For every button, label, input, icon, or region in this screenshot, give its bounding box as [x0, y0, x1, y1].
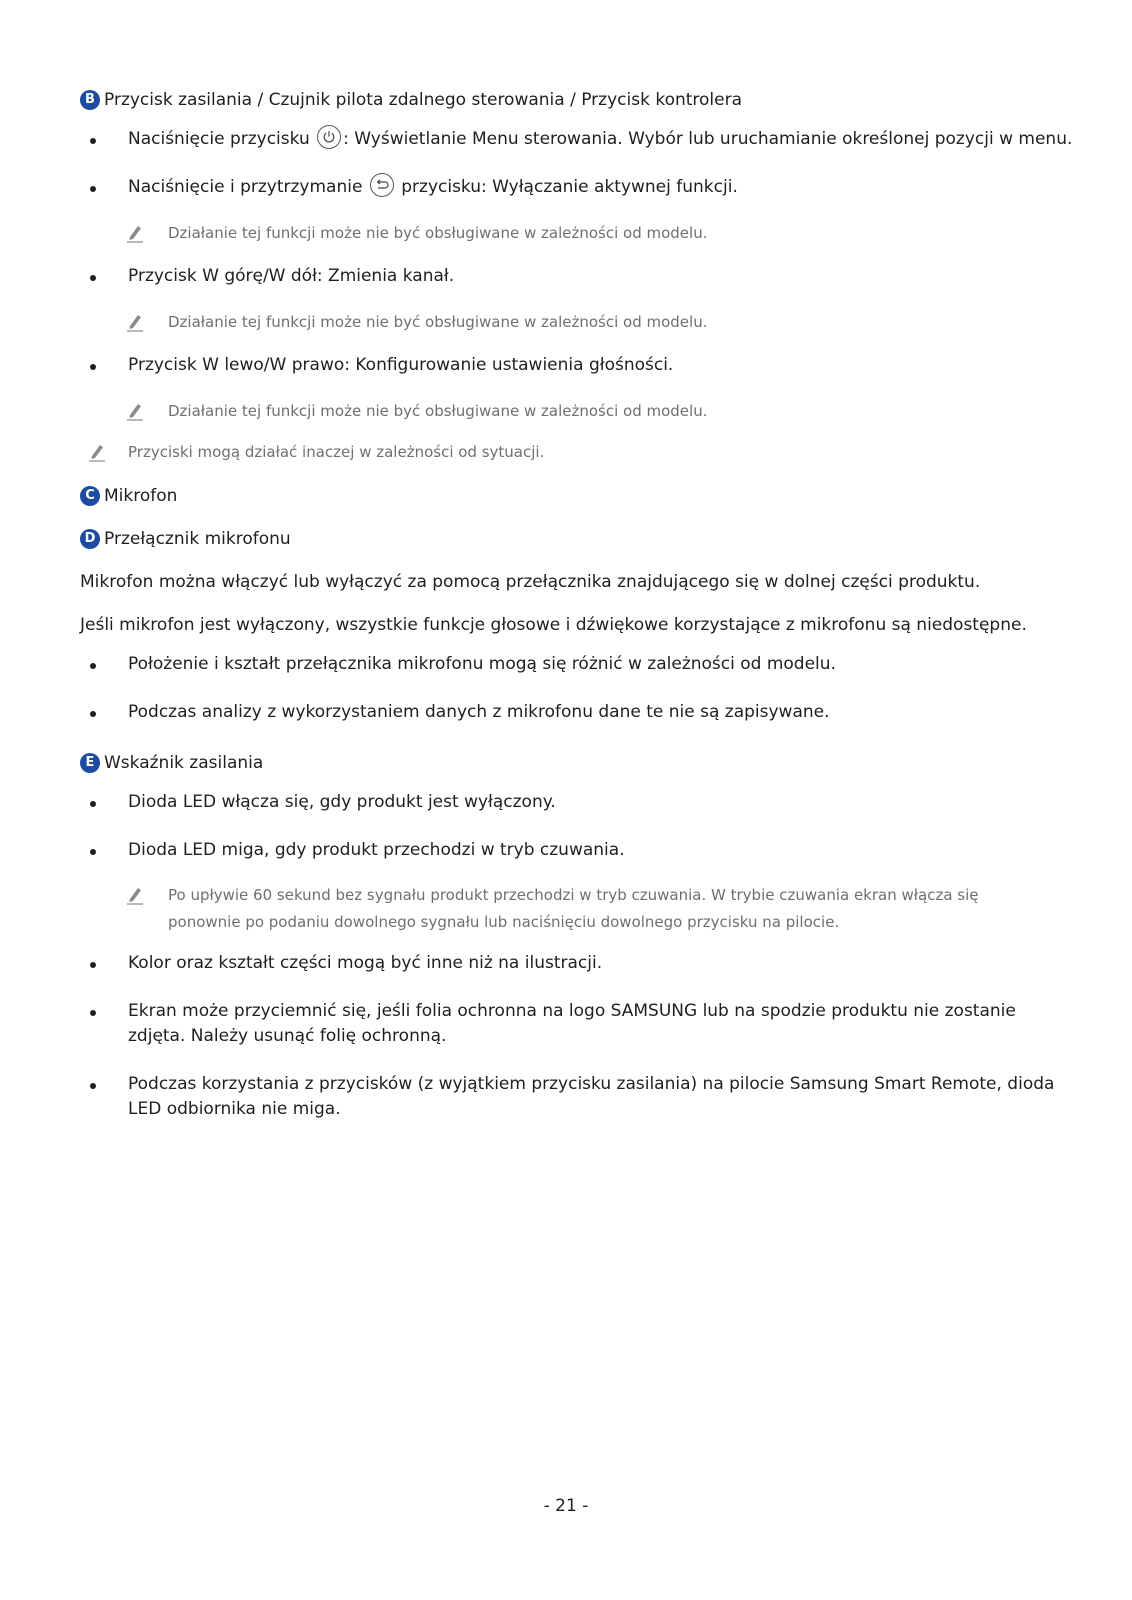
section-b-heading [80, 88, 1055, 112]
pencil-note-icon [88, 442, 106, 471]
section-b-title: Przycisk zasilania / Czujnik pilota zdalnego sterowania / Przycisk kontrolera [104, 90, 743, 110]
page-number: - 21 - [543, 1496, 589, 1516]
bullet-text: Ekran może przyciemnić się, jeśli folia ochronna na logo SAMSUNG lub na spodzie produktu nie zostanie zdjęta. Należy usunąć folię ochronną. [128, 1001, 1016, 1046]
paragraph: Jeśli mikrofon jest wyłączony, wszystkie funkcje głosowe i dźwiękowe korzystające z mikrofonu są niedostępne. [80, 615, 1027, 635]
section-c-heading [80, 484, 1055, 508]
note-text: Działanie tej funkcji może nie być obsługiwane w zależności od modelu. [168, 313, 708, 331]
bullet-text: Podczas korzystania z przycisków (z wyjątkiem przycisku zasilania) na pilocie Samsung Smart Remote, dioda LED odbiornika nie miga. [128, 1074, 1055, 1119]
section-e-title: Wskaźnik zasilania [104, 753, 264, 773]
list-item [80, 264, 1055, 289]
pencil-note-icon [126, 223, 144, 252]
list-item [80, 700, 1055, 725]
note [80, 882, 1055, 936]
note-text: Przyciski mogą działać inaczej w zależności od sytuacji. [128, 443, 545, 461]
note [80, 309, 1055, 336]
list-item [80, 951, 1055, 976]
return-icon [370, 173, 394, 197]
list-item [80, 999, 1055, 1049]
note [80, 398, 1055, 425]
list-item [80, 353, 1055, 378]
bullet-text: Naciśnięcie i przytrzymanie [128, 177, 363, 197]
list-item [80, 790, 1055, 815]
section-d-title: Przełącznik mikrofonu [104, 529, 291, 549]
pencil-note-icon [126, 401, 144, 430]
note [80, 220, 1055, 247]
list-item [80, 175, 1055, 200]
bullet-text: Położenie i kształt przełącznika mikrofonu mogą się różnić w zależności od modelu. [128, 654, 836, 674]
list-item [80, 1072, 1055, 1122]
pencil-note-icon [126, 312, 144, 341]
section-e-badge: E [80, 753, 100, 773]
list-item [80, 652, 1055, 677]
bullet-text: Przycisk W lewo/W prawo: Konfigurowanie ustawienia głośności. [128, 355, 674, 375]
bullet-text: Przycisk W górę/W dół: Zmienia kanał. [128, 266, 455, 286]
power-icon [317, 125, 341, 149]
bullet-text: : Wyświetlanie Menu sterowania. Wybór lub uruchamianie określonej pozycji w menu. [343, 129, 1073, 149]
section-d-badge: D [80, 529, 100, 549]
bullet-text: Kolor oraz kształt części mogą być inne niż na ilustracji. [128, 953, 603, 973]
list-item [80, 838, 1055, 863]
section-c-badge: C [80, 486, 100, 506]
section-b-badge: B [80, 90, 100, 110]
note-text: Działanie tej funkcji może nie być obsługiwane w zależności od modelu. [168, 224, 708, 242]
pencil-note-icon [126, 885, 144, 914]
section-d-heading [80, 527, 1055, 551]
section-e-heading [80, 751, 1055, 775]
section-c-title: Mikrofon [104, 486, 178, 506]
note [80, 439, 1055, 466]
bullet-text: Dioda LED miga, gdy produkt przechodzi w tryb czuwania. [128, 840, 625, 860]
bullet-text: Dioda LED włącza się, gdy produkt jest wyłączony. [128, 792, 556, 812]
list-item [80, 127, 1073, 152]
bullet-text: Naciśnięcie przycisku [128, 129, 310, 149]
bullet-text: przycisku: Wyłączanie aktywnej funkcji. [401, 177, 738, 197]
paragraph: Mikrofon można włączyć lub wyłączyć za pomocą przełącznika znajdującego się w dolnej części produktu. [80, 572, 981, 592]
note-text: Po upływie 60 sekund bez sygnału produkt przechodzi w tryb czuwania. W trybie czuwania ekran włącza się ponownie po podaniu dowolnego sygnału lub naciśnięciu dowolnego przycisku na pilocie. [168, 886, 979, 931]
bullet-text: Podczas analizy z wykorzystaniem danych z mikrofonu dane te nie są zapisywane. [128, 702, 830, 722]
note-text: Działanie tej funkcji może nie być obsługiwane w zależności od modelu. [168, 402, 708, 420]
document-page [80, 88, 1073, 1122]
